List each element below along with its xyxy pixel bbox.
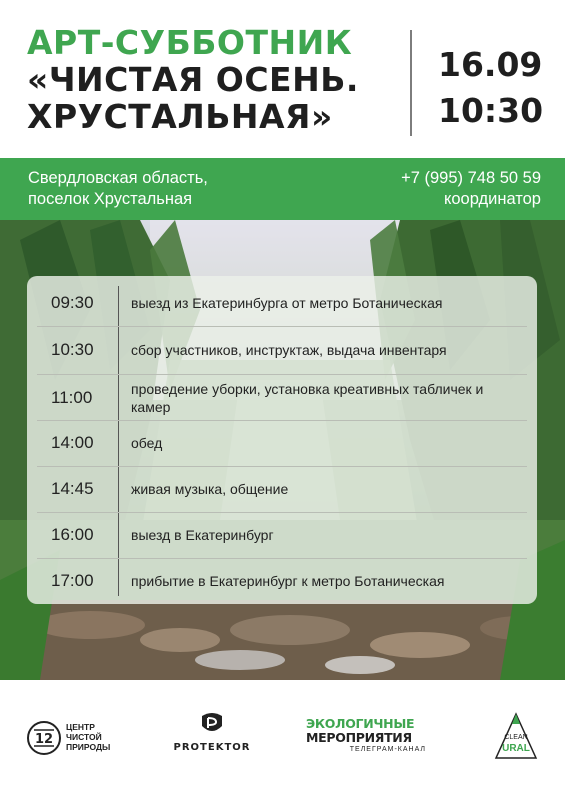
schedule-time: 11:00 <box>51 388 93 407</box>
logo-clean-ural[interactable] <box>492 710 540 762</box>
schedule-activity: сбор участников, инструктаж, выдача инвентаря <box>131 342 447 358</box>
svg-text:12: 12 <box>34 732 54 747</box>
schedule-row <box>27 374 537 422</box>
location-line-1: Свердловская область, <box>28 169 208 187</box>
eco-events-line-2: МЕРОПРИЯТИЯ <box>306 730 412 745</box>
schedule-row <box>27 280 537 326</box>
logo-eco-events-channel[interactable] <box>306 716 426 760</box>
schedule-activity: обед <box>131 435 163 451</box>
location-line-2: поселок Хрустальная <box>28 190 193 208</box>
coordinator-contact <box>401 168 541 210</box>
clean-nature-emblem-icon <box>26 720 62 756</box>
clean-ural-line-2: URAL <box>502 743 530 754</box>
schedule-activity: выезд из Екатеринбурга от метро Ботаническая <box>131 295 443 311</box>
eco-events-line-3: ТЕЛЕГРАМ-КАНАЛ <box>349 746 426 753</box>
event-datetime <box>438 42 543 134</box>
event-location <box>28 168 208 210</box>
schedule-time: 16:00 <box>51 525 94 544</box>
event-date: 16.09 <box>438 45 543 84</box>
schedule-row <box>27 420 537 466</box>
logo-clean-nature-center[interactable] <box>26 718 136 758</box>
clean-nature-line-2: ЧИСТОЙ <box>66 732 102 742</box>
schedule-activity: живая музыка, общение <box>131 481 289 497</box>
schedule-row <box>27 466 537 512</box>
schedule-row <box>27 558 537 604</box>
schedule-activity: выезд в Екатеринбург <box>131 527 274 543</box>
logo-protektor[interactable] <box>172 712 252 760</box>
event-title-line-1: АРТ-СУББОТНИК <box>27 23 353 62</box>
schedule-activity: прибытие в Екатеринбург к метро Ботаническая <box>131 573 445 589</box>
header-divider <box>410 30 412 136</box>
event-time: 10:30 <box>438 91 544 130</box>
clean-nature-line-3: ПРИРОДЫ <box>66 742 111 752</box>
coordinator-caption: координатор <box>443 190 541 208</box>
schedule-row <box>27 512 537 558</box>
schedule-row <box>27 327 537 373</box>
event-title <box>27 24 359 135</box>
coordinator-phone[interactable]: +7 (995) 748 50 59 <box>401 169 541 187</box>
event-title-line-3: ХРУСТАЛЬНАЯ» <box>27 97 333 136</box>
event-title-line-2: «ЧИСТАЯ ОСЕНЬ. <box>27 60 359 99</box>
schedule-card <box>27 276 537 604</box>
protektor-emblem-icon <box>198 712 226 738</box>
protektor-wordmark: PROTEKTOR <box>173 742 251 753</box>
partner-logos <box>0 680 565 800</box>
clean-ural-line-1: CLEAN <box>504 734 528 741</box>
poster-header <box>0 0 565 158</box>
eco-events-line-1: ЭКОЛОГИЧНЫЕ <box>306 716 415 731</box>
schedule-activity: проведение уборки, установка креативных табличек и камер <box>131 381 484 415</box>
clean-nature-line-1: ЦЕНТР <box>66 722 95 732</box>
schedule-time: 10:30 <box>51 340 94 359</box>
schedule-time: 09:30 <box>51 293 94 312</box>
schedule-time: 14:00 <box>51 433 94 452</box>
schedule-time: 17:00 <box>51 571 94 590</box>
info-strip <box>0 158 565 220</box>
schedule-time: 14:45 <box>51 479 94 498</box>
